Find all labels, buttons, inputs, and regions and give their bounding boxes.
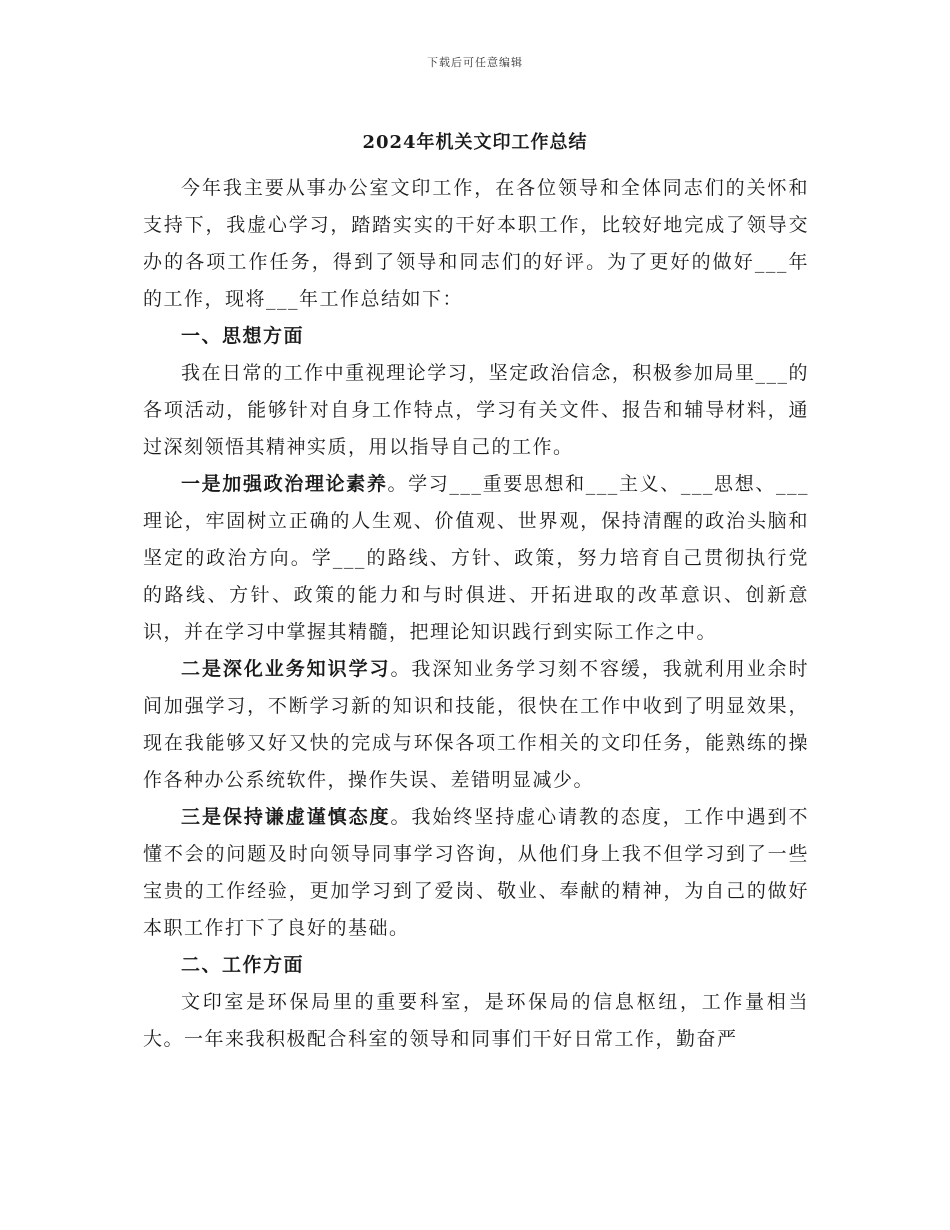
- paragraph-lead: 三是保持谦虚谨慎态度: [181, 806, 391, 828]
- paragraph-text: 。我始终坚持虚心请教的态度，工作中遇到不懂不会的问题及时向领导同事学习咨询，从他们身上我不但学习到了一些宝贵的工作经验，更加学习到了爱岗、敬业、奉献的精神，为自己的做好本职工作打下了良好的基础。: [143, 806, 809, 939]
- paragraph-lead: 一是加强政治理论素养: [181, 473, 388, 495]
- paragraph-text: 文印室是环保局里的重要科室，是环保局的信息枢纽，工作量相当大。一年来我积极配合科室的领导和同事们干好日常工作，勤奋严: [143, 991, 809, 1050]
- paragraph-text: 。学习___重要思想和___主义、___思想、___理论，牢固树立正确的人生观、价值观、世界观，保持清醒的政治头脑和坚定的政治方向。学___的路线、方针、政策，努力培育自己贯彻执行党的路线、方针、政策的能力和与时俱进、开拓进取的改革意识、创新意识，并在学习中掌握其精髓，把理论知识践行到实际工作之中。: [143, 473, 809, 643]
- paragraph-thought: [143, 355, 809, 466]
- paragraph-intro: [143, 170, 809, 318]
- paragraph-text: 。我深知业务学习刻不容缓，我就利用业余时间加强学习，不断学习新的知识和技能，很快在工作中收到了明显效果，现在我能够又好又快的完成与环保各项工作相关的文印任务，能熟练的操作各种办公系统软件，操作失误、差错明显减少。: [143, 658, 809, 791]
- page-title: 2024年机关文印工作总结: [362, 132, 588, 153]
- paragraph-text: 我在日常的工作中重视理论学习，坚定政治信念，积极参加局里___的各项活动，能够针对自身工作特点，学习有关文件、报告和辅导材料，通过深刻领悟其精神实质，用以指导自己的工作。: [143, 362, 809, 458]
- paragraph-text: 今年我主要从事办公室文印工作，在各位领导和全体同志们的关怀和支持下，我虚心学习，踏踏实实的干好本职工作，比较好地完成了领导交办的各项工作任务，得到了领导和同志们的好评。为了更好的做好___年的工作，现将___年工作总结如下：: [143, 177, 809, 310]
- paragraph-business-knowledge: [143, 651, 809, 799]
- section-heading-thought: [143, 318, 809, 355]
- heading-text: 二、工作方面: [181, 954, 305, 976]
- paragraph-political-theory: [143, 466, 809, 651]
- header-note: 下载后可任意编辑: [427, 56, 523, 69]
- section-heading-work: [143, 947, 809, 984]
- document-body: [143, 170, 809, 1058]
- paragraph-work: [143, 984, 809, 1058]
- heading-text: 一、思想方面: [181, 325, 305, 347]
- paragraph-modest-attitude: [143, 799, 809, 947]
- paragraph-lead: 二是深化业务知识学习: [181, 658, 391, 680]
